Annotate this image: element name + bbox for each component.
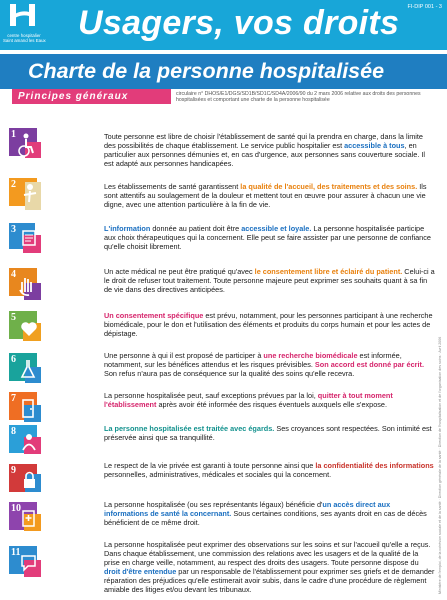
principle-text-3 <box>104 225 436 252</box>
principle-icon-3 <box>9 223 41 255</box>
highlight-text: une recherche biomédicale <box>263 351 358 360</box>
logo-mark-icon <box>8 3 38 29</box>
principle-number: 9 <box>11 465 16 476</box>
highlight-text: La personne hospitalisée est traitée avec égards. <box>104 424 275 433</box>
organ-donation-icon <box>9 311 41 343</box>
principle-icon-6 <box>9 353 41 385</box>
care-person-icon <box>9 178 41 210</box>
body-text: est prévu, notamment, pour les personnes participant à une recherche biomédicale, pour le don et l'utilisation des éléments et produits du corps humain et pour les actes de dépistage. <box>104 311 433 338</box>
body-text: Les établissements de santé garantissent <box>104 182 241 191</box>
principle-icon-10 <box>9 502 41 534</box>
body-text: donnée au patient doit être <box>150 224 242 233</box>
body-text: La personne hospitalisée peut, sauf exceptions prévues par la loi, <box>104 391 318 400</box>
principle-number: 3 <box>11 224 16 235</box>
respect-icon <box>9 425 41 457</box>
principle-number: 10 <box>11 503 21 514</box>
body-text: La personne hospitalisée participe aux choix thérapeutiques qui la concernent. Elle peut se faire assister par une personne de confiance qu'elle choisit librement. <box>104 224 431 251</box>
circular-reference: circulaire n° DHOS/E1/DGS/SD1B/SD1C/SD4A/2006/90 du 2 mars 2006 relative aux droits des personnes hospitalisées et comportant une charte de la personne hospitalisée <box>176 91 421 104</box>
highlight-text: quitter à tout moment l'établissement <box>104 391 393 409</box>
body-text: est informée, notamment, sur les bénéfices attendus et les risques prévisibles. <box>104 351 402 369</box>
page-title: Usagers, vos droits <box>78 4 400 42</box>
highlight-text: un accès direct aux informations de santé la concernant. <box>104 500 391 518</box>
principle-icon-7 <box>9 392 41 424</box>
body-text: Sous certaines conditions, ses ayants droit en cas de décès bénéficient de ce même droit. <box>104 508 427 527</box>
principle-icon-9 <box>9 464 41 496</box>
body-text: Son refus n'aura pas de conséquence sur la qualité des soins qu'elle recevra. <box>104 368 355 378</box>
highlight-text: L'information <box>104 224 151 233</box>
research-icon <box>9 353 41 385</box>
principle-text-9 <box>104 462 436 480</box>
document-reference: FI-DIP 001 - 3 <box>407 4 442 10</box>
body-text: Un acte médical ne peut être pratiqué qu'avec <box>104 267 255 276</box>
highlight-text: accessible et loyale. <box>241 224 312 233</box>
principle-icon-4 <box>9 268 41 300</box>
logo-line-2: Saint amand les Eaux <box>3 38 46 43</box>
body-text: par un responsable de l'établissement pour exprimer ses griefs et de demander réparation des préjudices qu'elle estimerait avoir subis, dans le cadre d'une procédure de règlement amiable des litiges et/ou devant les tribunaux. <box>104 566 435 594</box>
principle-number: 1 <box>11 129 16 140</box>
principle-icon-5 <box>9 311 41 343</box>
body-text: , en particulier aux personnes démunies et, en cas d'urgence, aux personnes sans couverture sociale. Il est adapté aux personnes handicapées. <box>104 140 426 168</box>
principes-label: Principes généraux <box>18 91 129 102</box>
highlight-text: Son accord est donné par écrit. <box>314 359 424 369</box>
principle-text-6 <box>104 352 436 379</box>
principle-text-1 <box>104 133 436 169</box>
consent-hand-icon <box>9 268 41 300</box>
principle-icon-2 <box>9 178 41 210</box>
principle-number: 5 <box>11 312 16 323</box>
body-text: Celui-ci a le droit de refuser tout traitement. Toute personne majeure peut exprimer ses souhaits quant à sa fin de vie dans des directives anticipées. <box>104 267 435 294</box>
principle-text-5 <box>104 312 436 339</box>
principle-text-4 <box>104 268 436 295</box>
body-text: Ses croyances sont respectées. Son intimité est préservée ainsi que sa tranquillité. <box>104 424 432 442</box>
highlight-text: droit d'être entendue <box>104 566 177 576</box>
highlight-text: le consentement libre et éclairé du patient. <box>254 267 403 276</box>
body-text: Une personne à qui il est proposé de participer à <box>104 351 264 360</box>
side-note: Ministère de l'emploi, de la cohésion sociale et de la santé · Direction générale de la santé · Direction de l'hospitalisation et de l'organisation des soins · Avril 2006 <box>438 336 442 594</box>
highlight-text: Un consentement spécifique <box>104 311 204 320</box>
complaint-icon <box>9 546 41 578</box>
information-icon <box>9 223 41 255</box>
principle-text-10 <box>104 501 436 528</box>
principle-text-2 <box>104 183 436 210</box>
principle-icon-8 <box>9 425 41 457</box>
principle-number: 2 <box>11 179 16 190</box>
logo-line-1: centre hospitalier <box>7 33 41 38</box>
page-subtitle: Charte de la personne hospitalisée <box>28 59 385 83</box>
principle-text-7 <box>104 392 436 410</box>
privacy-icon <box>9 464 41 496</box>
principle-number: 7 <box>11 393 16 404</box>
body-text: Toute personne est libre de choisir l'établissement de santé qui la prendra en charge, dans la limite des possibilités de chaque établissement. Le service public hospitalier est <box>104 132 423 150</box>
body-text: après avoir été informée des risques éventuels auxquels elle s'expose. <box>156 399 388 409</box>
body-text: personnelles, administratives, médicales et sociales qui la concernent. <box>104 469 332 479</box>
principle-number: 6 <box>11 354 16 365</box>
hospital-logo <box>3 3 46 47</box>
body-text: Le respect de la vie privée est garanti à toute personne ainsi que <box>104 461 316 470</box>
highlight-text: la qualité de l'accueil, des traitements et des soins. <box>240 182 418 191</box>
body-text: La personne hospitalisée (ou ses représentants légaux) bénéficie d' <box>104 500 323 509</box>
principle-number: 11 <box>11 547 21 558</box>
accessibility-icon <box>9 128 41 160</box>
principle-number: 8 <box>11 426 16 437</box>
principle-text-11 <box>104 541 436 594</box>
body-text: Ils sont attentifs au soulagement de la douleur et mettent tout en œuvre pour assurer à chacun une vie digne, avec une attention particulière à la fin de vie. <box>104 182 427 209</box>
exit-door-icon <box>9 392 41 424</box>
highlight-text: la confidentialité des informations <box>315 461 434 470</box>
principle-icon-1 <box>9 128 41 160</box>
body-text: La personne hospitalisée peut exprimer des observations sur les soins et sur l'accueil qu'elle a reçus. Dans chaque établissement, une commission des relations avec les usagers et de la qualité de la prise en charge veille, notamment, au respect des droits des usagers. Toute personne dispose du <box>104 540 431 567</box>
highlight-text: accessible à tous <box>344 140 405 150</box>
principle-icon-11 <box>9 546 41 578</box>
principle-number: 4 <box>11 269 16 280</box>
principle-text-8 <box>104 425 436 443</box>
medical-file-icon <box>9 502 41 534</box>
